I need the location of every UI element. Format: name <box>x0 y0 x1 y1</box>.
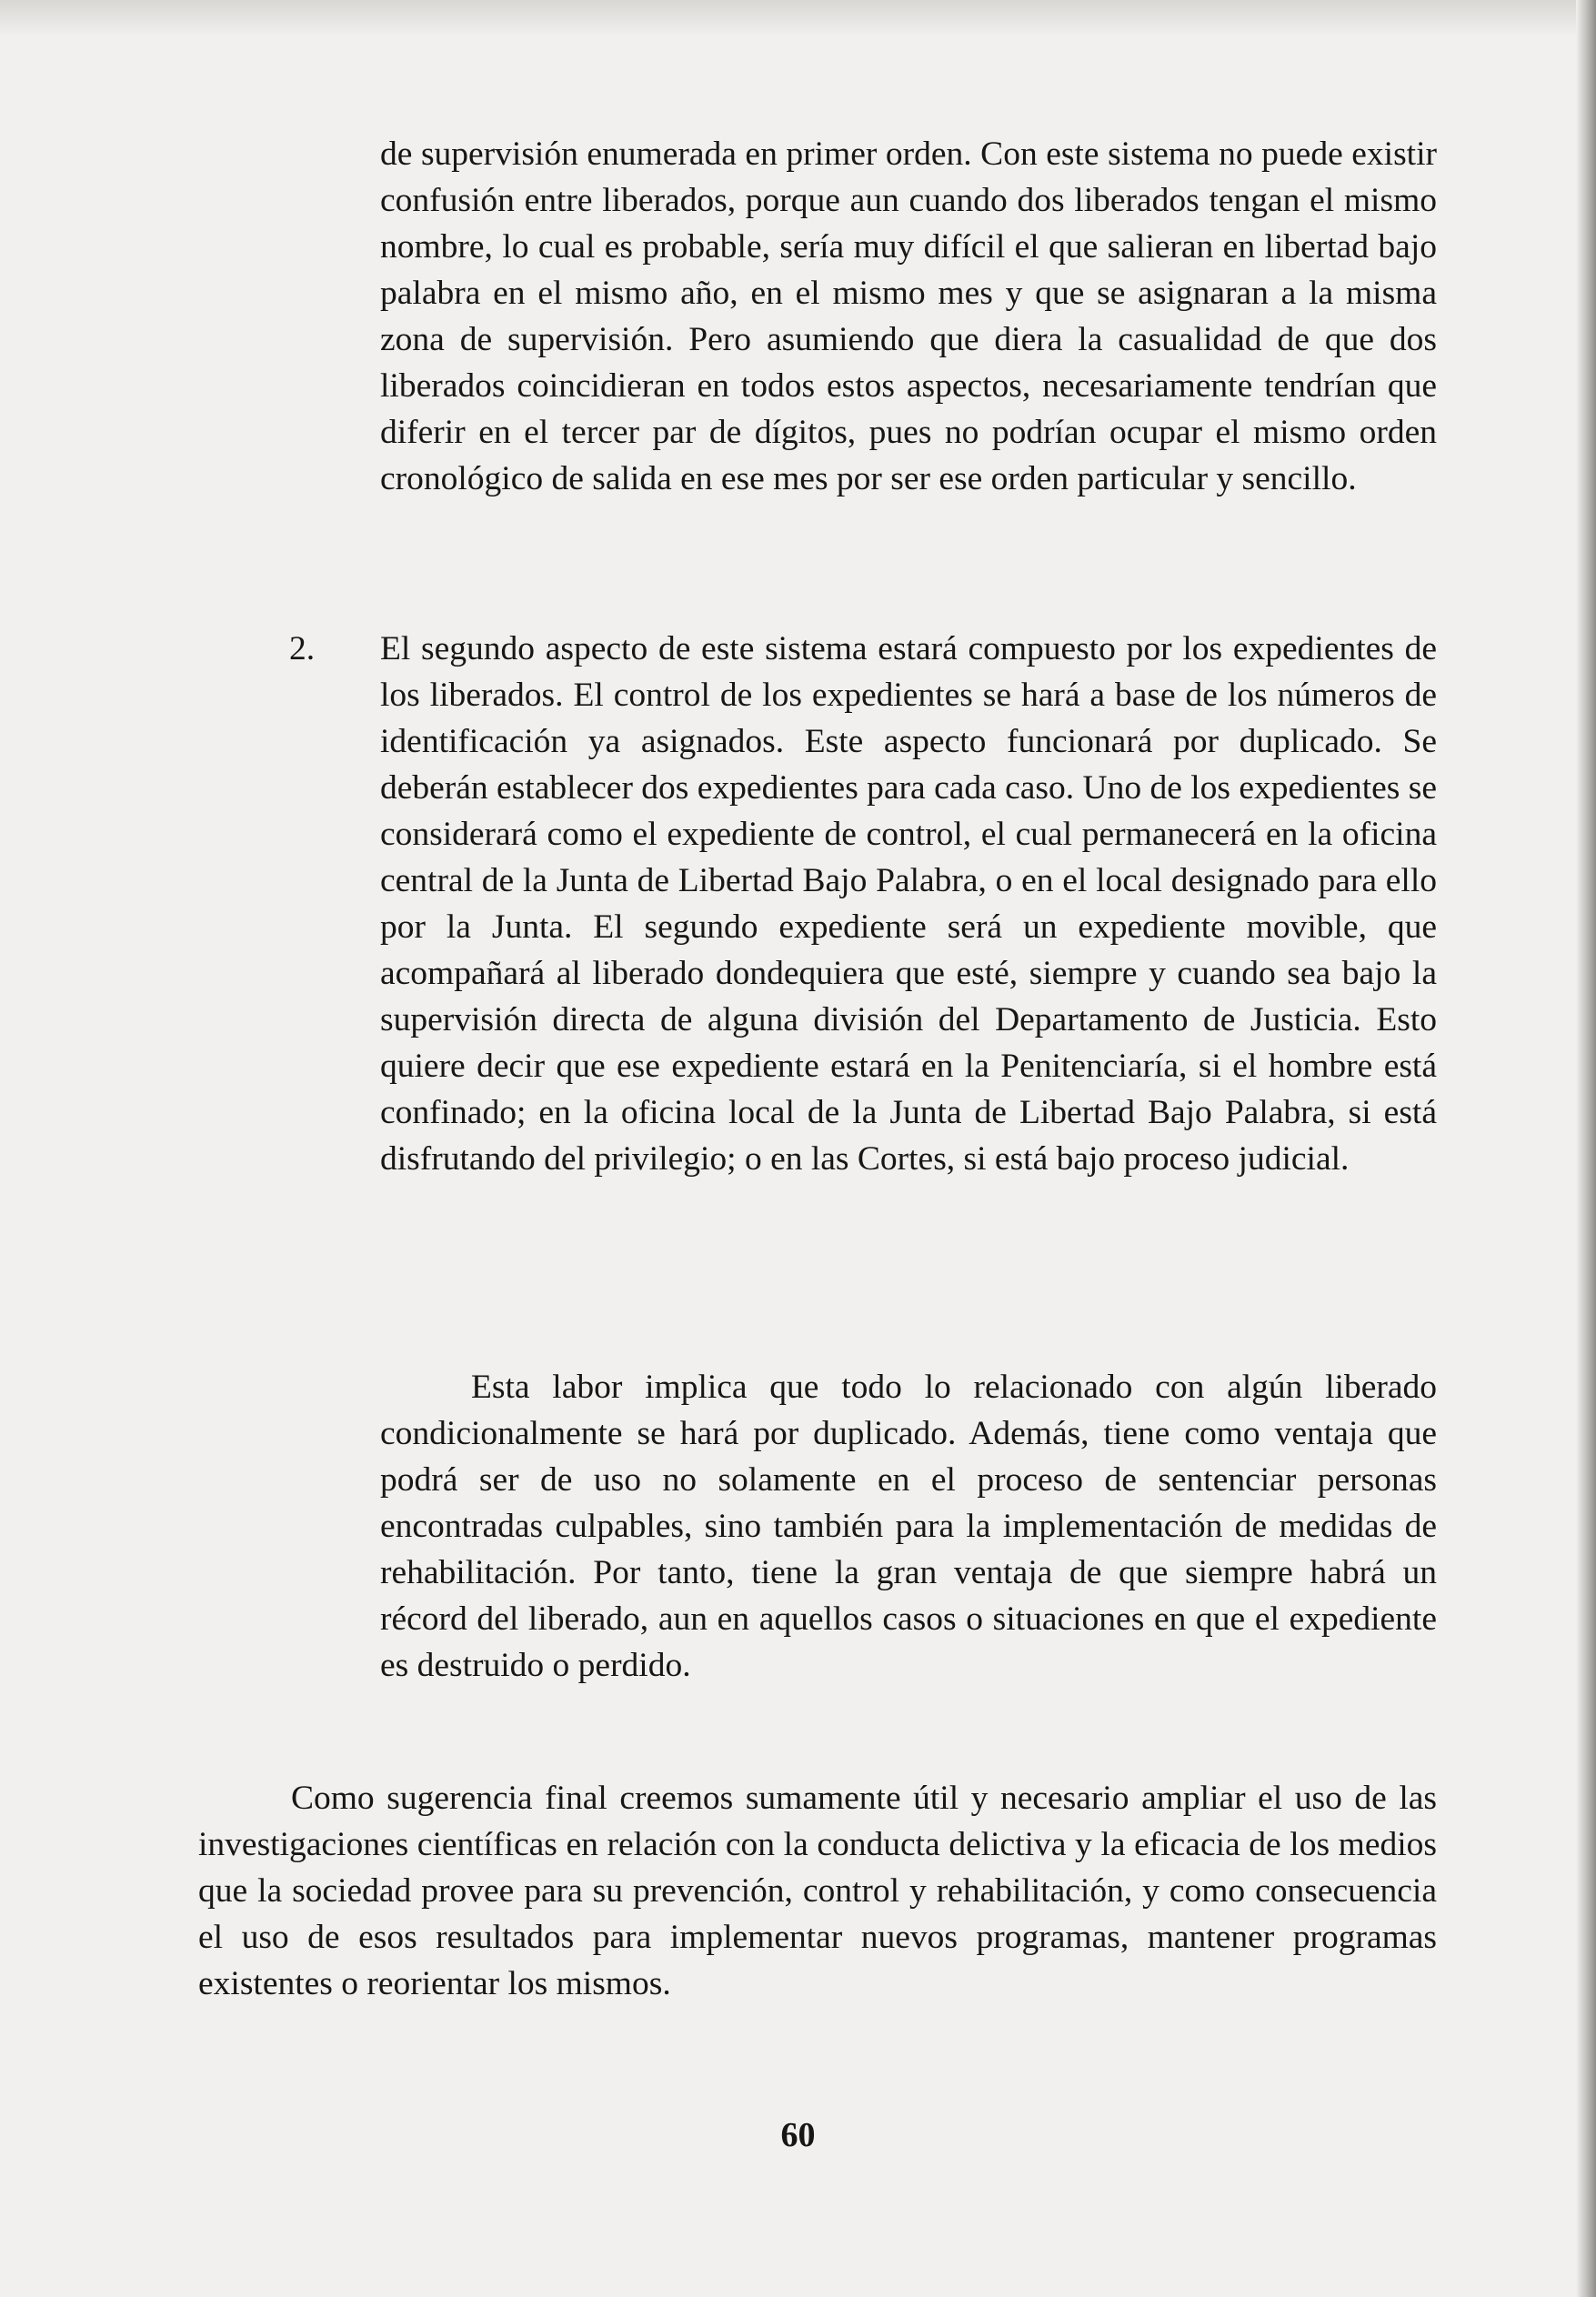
final-paragraph: Como sugerencia final creemos sumamente útil y necesario ampliar el uso de las investigaciones científicas en relación con la conducta delictiva y la eficacia de los medios que la sociedad provee para su prevención, control y rehabilitación, y como consecuencia el uso de esos resultados para implementar nuevos programas, mantener programas existentes o reorientar los mismos. <box>198 1780 1437 2002</box>
list-item-2-followup-paragraph: Esta labor implica que todo lo relacionado con algún liberado condicionalmente se hará por duplicado. Además, tiene como ventaja que podrá ser de uso no solamente en el proceso de sentenciar personas encontradas culpables, sino también para la implementación de medidas de rehabilitación. Por tanto, tiene la gran ventaja de que siempre habrá un récord del liberado, aun en aquellos casos o situaciones en que el expediente es destruido o perdido. <box>380 1369 1437 1684</box>
list-item-1-continuation: de supervisión enumerada en primer orden. Con este sistema no puede existir confusión entre liberados, porque aun cuando dos liberados tengan el mismo nombre, lo cual es probable, sería muy difícil el que salieran en libertad bajo palabra en el mismo año, en el mismo mes y que se asignaran a la misma zona de supervisión. Pero asumiendo que diera la casualidad de que dos liberados coincidieran en todos estos aspectos, necesariamente tendrían que diferir en el tercer par de dígitos, pues no podrían ocupar el mismo orden cronológico de salida en ese mes por ser ese orden particular y sencillo. <box>380 135 1437 497</box>
list-item-2-number: 2. <box>289 630 316 667</box>
list-item-2-text: El segundo aspecto de este sistema estará compuesto por los expedientes de los liberados. El control de los expedientes se hará a base de los números de identificación ya asignados. Este aspecto funcionará por duplicado. Se deberán establecer dos expedientes para cada caso. Uno de los expedientes se considerará como el expediente de control, el cual permanecerá en la oficina central de la Junta de Libertad Bajo Palabra, o en el local designado para ello por la Junta. El segundo expediente será un expediente movible, que acompañará al liberado dondequiera que esté, siempre y cuando sea bajo la supervisión directa de alguna división del Departamento de Justicia. Esto quiere decir que ese expediente estará en la Penitenciaría, si el hombre está confinado; en la oficina local de la Junta de Libertad Bajo Palabra, si está disfrutando del privilegio; o en las Cortes, si está bajo proceso judicial. <box>380 630 1437 1178</box>
page-number: 60 <box>780 2116 816 2154</box>
